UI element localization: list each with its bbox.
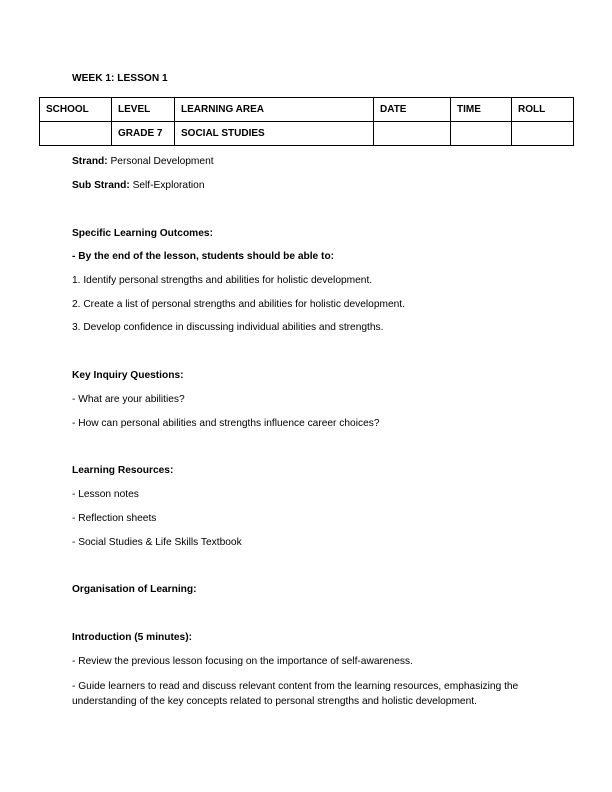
cell-roll (512, 122, 574, 146)
resource-item: - Reflection sheets (72, 513, 157, 524)
lesson-heading: WEEK 1: LESSON 1 (72, 73, 168, 84)
header-cell-learning-area: LEARNING AREA (175, 98, 374, 122)
header-cell-level: LEVEL (112, 98, 175, 122)
resource-item: - Lesson notes (72, 489, 139, 500)
resources-title: Learning Resources: (72, 465, 174, 476)
header-cell-time: TIME (451, 98, 512, 122)
introduction-item: - Guide learners to read and discuss relevant content from the learning resources, emphasizing the understanding of the key concepts related to personal strengths and holistic development. (72, 681, 519, 707)
table-header-row (40, 98, 574, 122)
lesson-info-table (39, 97, 574, 146)
sub-strand-label: Sub Strand: (72, 180, 130, 191)
header-cell-date: DATE (374, 98, 451, 122)
outcomes-title: Specific Learning Outcomes: (72, 228, 213, 239)
strand-label: Strand: (72, 156, 108, 167)
outcome-item: 1. Identify personal strengths and abilities for holistic development. (72, 275, 373, 286)
strand-value: Personal Development (110, 156, 214, 167)
cell-school (40, 122, 112, 146)
header-cell-roll: ROLL (512, 98, 574, 122)
outcome-item: 3. Develop confidence in discussing individual abilities and strengths. (72, 322, 384, 333)
cell-level: GRADE 7 (112, 122, 175, 146)
introduction-title: Introduction (5 minutes): (72, 632, 192, 643)
header-cell-school: SCHOOL (40, 98, 112, 122)
inquiry-item: - How can personal abilities and strengths influence career choices? (72, 418, 380, 429)
sub-strand-value: Self-Exploration (132, 180, 205, 191)
organisation-title: Organisation of Learning: (72, 584, 197, 595)
outcomes-lead: - By the end of the lesson, students should be able to: (72, 251, 335, 262)
inquiry-title: Key Inquiry Questions: (72, 370, 184, 381)
inquiry-item: - What are your abilities? (72, 394, 185, 405)
outcome-item: 2. Create a list of personal strengths and abilities for holistic development. (72, 299, 405, 310)
table-row (40, 122, 574, 146)
cell-time (451, 122, 512, 146)
resource-item: - Social Studies & Life Skills Textbook (72, 537, 242, 548)
cell-learning-area: SOCIAL STUDIES (175, 122, 374, 146)
strand-line (72, 156, 214, 167)
introduction-item: - Review the previous lesson focusing on the importance of self-awareness. (72, 656, 413, 667)
cell-date (374, 122, 451, 146)
sub-strand-line (72, 180, 205, 191)
